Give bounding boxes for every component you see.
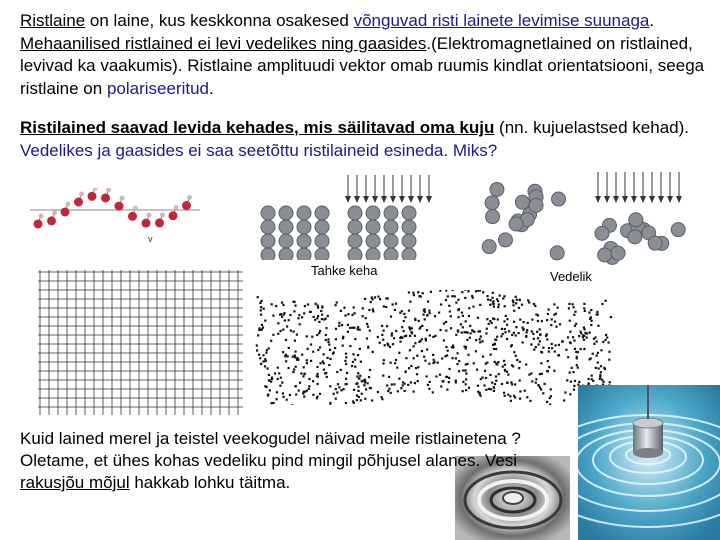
mechanical-waves-link[interactable]: Mehaanilised ristlained ei levi vedelikes ning gaasides <box>20 33 427 53</box>
solid-lattice-illustration <box>250 175 440 260</box>
liquid-particles-illustration <box>470 168 695 270</box>
polarized-term: polariseeritud <box>106 78 209 98</box>
cylinder-ripple-illustration <box>578 385 720 540</box>
molecule-wave-illustration <box>30 188 200 246</box>
liquids-question: Vedelikes ja gaasides ei saa seetõttu ristilaineid esineda. Miks? <box>20 140 498 160</box>
caption-solid: Tahke keha <box>311 263 378 278</box>
random-dots-illustration <box>255 290 615 405</box>
caption-liquid: Vedelik <box>550 269 592 284</box>
shear-waves-lead[interactable]: Ristilained saavad levida kehades, mis säilitavad oma kuju <box>20 118 495 137</box>
svg-text:v: v <box>148 234 153 244</box>
paragraph-water-waves: Kuid lained merel ja teistel veekogudel näivad meile ristlainetena ? Oletame, et ühes kohas vedeliku pind mingil põhjusel alanes. Vesi rakusjõu mõjul hakkab lohku täitma. <box>20 429 521 492</box>
paragraph-shear-waves: Ristilained saavad levida kehades, mis säilitavad oma kuju (nn. kujuelastsed kehad). Vedelikes ja gaasides ei saa seetõttu ristilaineid esineda. Miks? <box>20 118 689 160</box>
downward-arrows-liquid <box>595 172 682 203</box>
highlight-oscillation[interactable]: võnguvad risti lainete levimise suunaga <box>353 11 650 30</box>
downward-arrows <box>345 175 432 203</box>
square-grid-illustration <box>38 270 243 415</box>
surface-tension-term[interactable]: rakusjõu mõjul <box>20 473 130 492</box>
paragraph-transverse-wave: Ristlaine on laine, kus keskkonna osakesed võnguvad risti lainete levimise suunaga. Mehaanilised ristlained ei levi vedelikes ning gaasides.(Elektromagnetlained on ristlained, levivad ka vaakumis). Ristlaine amplituudi vektor omab ruumis kindlat orientatsiooni, seega ristlaine on polariseeritud. <box>20 11 705 98</box>
term-ristlaine[interactable]: Ristlaine <box>20 11 86 30</box>
